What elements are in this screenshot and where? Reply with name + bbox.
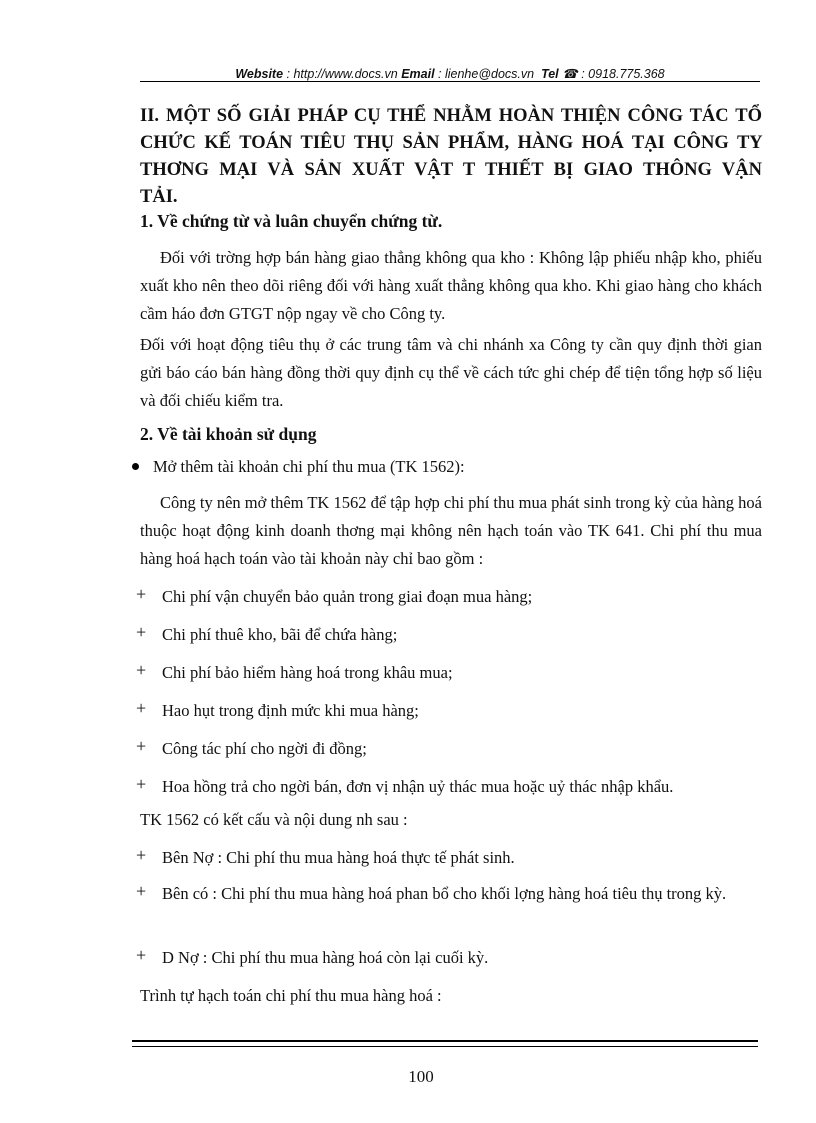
footer-divider-thin (132, 1046, 758, 1047)
cost-item-text: Hoa hồng trả cho ngời bán, đơn vị nhận uỷ thác mua hoặc uỷ thác nhập khẩu. (162, 777, 674, 796)
plus-icon: + (136, 660, 147, 680)
cost-item-text: Chi phí bảo hiểm hàng hoá trong khâu mua; (162, 663, 453, 682)
section2-heading: 2. Về tài khoản sử dụng (140, 424, 317, 444)
plus-icon: + (136, 945, 147, 965)
structure-item-text: Bên Nợ : Chi phí thu mua hàng hoá thực tế phát sinh. (162, 848, 515, 867)
structure-intro: TK 1562 có kết cấu và nội dung nh sau : (140, 810, 408, 829)
header-divider (140, 81, 760, 82)
section1-paragraph-2: Đối với hoạt động tiêu thụ ở các trung tâm và chi nhánh xa Công ty cần quy định thời gian gửi báo cáo bán hàng đồng thời quy định cụ thể về cách tức ghi chép để tiện tổng hợp số liệu và đối chiếu kiểm tra. (140, 335, 762, 410)
footer-divider (132, 1040, 758, 1042)
plus-icon: + (136, 622, 147, 642)
tel-value: : 0918.775.368 (581, 67, 665, 81)
section1-heading: 1. Về chứng từ và luân chuyển chứng từ. (140, 211, 443, 231)
section-title (140, 103, 762, 211)
cost-item-text: Hao hụt trong định mức khi mua hàng; (162, 701, 419, 720)
page-header (140, 66, 760, 81)
bullet-icon (132, 463, 139, 470)
email-value: : lienhe@docs.vn (438, 67, 535, 81)
section1-paragraph-1: Đối với trờng hợp bán hàng giao thẳng không qua kho : Không lập phiếu nhập kho, phiếu xuất kho nên theo dõi riêng đối với hàng xuất thẳng không qua kho. Khi giao hàng cho khách cầm háo đơn GTGT nộp ngay về cho Công ty. (140, 248, 762, 323)
title-line: TẢI. (140, 187, 178, 207)
plus-icon: + (136, 736, 147, 756)
plus-icon: + (136, 774, 147, 794)
title-line: THƠNG MẠI VÀ SẢN XUẤT VẬT T THIẾT BỊ GIAO THÔNG VẬN (140, 160, 762, 180)
plus-icon: + (136, 584, 147, 604)
section2-paragraph-1: Công ty nên mở thêm TK 1562 để tập hợp chi phí thu mua phát sinh trong kỳ của hàng hoá thuộc hoạt động kinh doanh thơng mại không nên hạch toán vào TK 641. Chi phí thu mua hàng hoá hạch toán vào tài khoản này chỉ bao gồm : (140, 493, 762, 568)
structure-item-text: D Nợ : Chi phí thu mua hàng hoá còn lại cuối kỳ. (162, 948, 489, 967)
structure-item-text: Bên có : Chi phí thu mua hàng hoá phan bổ cho khối lợng hàng hoá tiêu thụ trong kỳ. (162, 884, 727, 903)
plus-icon: + (136, 845, 147, 865)
plus-icon: + (136, 698, 147, 718)
title-line: II. MỘT SỐ GIẢI PHÁP CỤ THỂ NHẰM HOÀN THIỆN CÔNG TÁC TỔ (140, 106, 762, 126)
page-number: 100 (408, 1067, 434, 1086)
bullet-text: Mở thêm tài khoản chi phí thu mua (TK 1562): (153, 457, 465, 476)
title-line: CHỨC KẾ TOÁN TIÊU THỤ SẢN PHẨM, HÀNG HOÁ TẠI CÔNG TY (140, 133, 762, 153)
closing-line: Trình tự hạch toán chi phí thu mua hàng hoá : (140, 986, 442, 1005)
phone-icon: ☎ (562, 67, 578, 81)
cost-item-text: Chi phí vận chuyển bảo quản trong giai đoạn mua hàng; (162, 587, 533, 606)
plus-icon: + (136, 881, 147, 901)
tel-label: Tel (541, 67, 559, 81)
cost-item-text: Chi phí thuê kho, bãi để chứa hàng; (162, 625, 398, 644)
bullet-item (132, 457, 465, 477)
website-value: : http://www.docs.vn (286, 67, 398, 81)
cost-item-text: Công tác phí cho ngời đi đồng; (162, 739, 367, 758)
email-label: Email (401, 67, 435, 81)
website-label: Website (235, 67, 284, 81)
